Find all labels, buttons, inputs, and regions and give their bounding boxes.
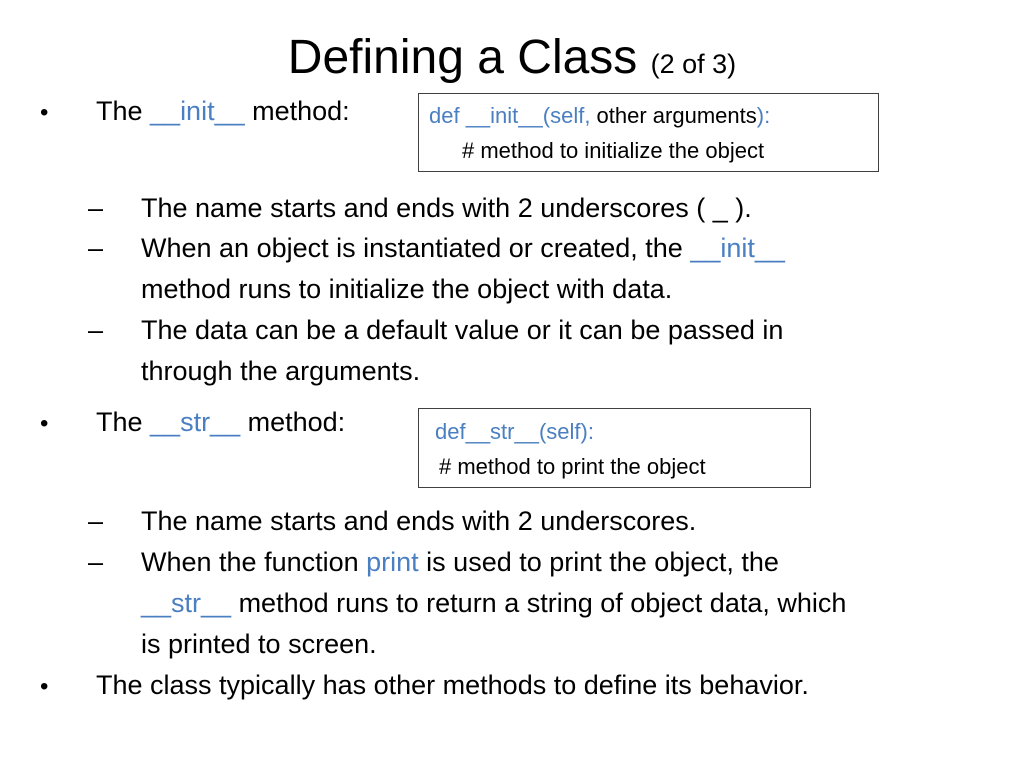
bullet-icon: • [40, 410, 49, 437]
str-code-line-2: # method to print the object [439, 454, 706, 479]
init-point-3-line-2: through the arguments. [141, 356, 421, 386]
init-method-name: __init__ [150, 96, 245, 126]
bullet-icon: • [40, 99, 49, 126]
str-point-2-line-3: is printed to screen. [141, 629, 377, 659]
str-heading: The __str__ method: [96, 407, 346, 437]
init-code-line-1: def __init__(self, other arguments): [429, 103, 771, 128]
str-code-box [418, 408, 811, 488]
str-code-line-1: def__str__(self): [435, 419, 594, 444]
dash-icon: – [88, 315, 104, 345]
str-point-2-line-1: When the function print is used to print the object, the [141, 547, 779, 577]
init-heading: The __init__ method: [96, 96, 350, 126]
init-point-1: The name starts and ends with 2 underscores ( _ ). [141, 193, 752, 223]
str-method-name: __str__ [150, 407, 241, 437]
str-point-2-line-2: __str__ method runs to return a string of object data, which [141, 588, 847, 618]
init-code-box [418, 93, 879, 172]
dash-icon: – [88, 506, 104, 536]
init-point-3-line-1: The data can be a default value or it can be passed in [141, 315, 784, 345]
bullet-icon: • [40, 673, 49, 700]
final-bullet-text: The class typically has other methods to define its behavior. [96, 670, 809, 700]
dash-icon: – [88, 193, 104, 223]
title-main: Defining a Class [287, 31, 638, 84]
dash-icon: – [88, 233, 104, 263]
init-code-line-2: # method to initialize the object [462, 138, 765, 163]
str-point-1: The name starts and ends with 2 underscores. [141, 506, 697, 536]
init-method-ref: __init__ [690, 233, 785, 263]
slide-title [0, 28, 1024, 94]
print-function-ref: print [366, 547, 419, 577]
dash-icon: – [88, 547, 104, 577]
title-subtitle: (2 of 3) [650, 49, 737, 79]
init-point-2-line-2: method runs to initialize the object with data. [141, 274, 673, 304]
init-point-2-line-1: When an object is instantiated or created, the __init__ [141, 233, 785, 263]
str-method-ref: __str__ [141, 588, 232, 618]
